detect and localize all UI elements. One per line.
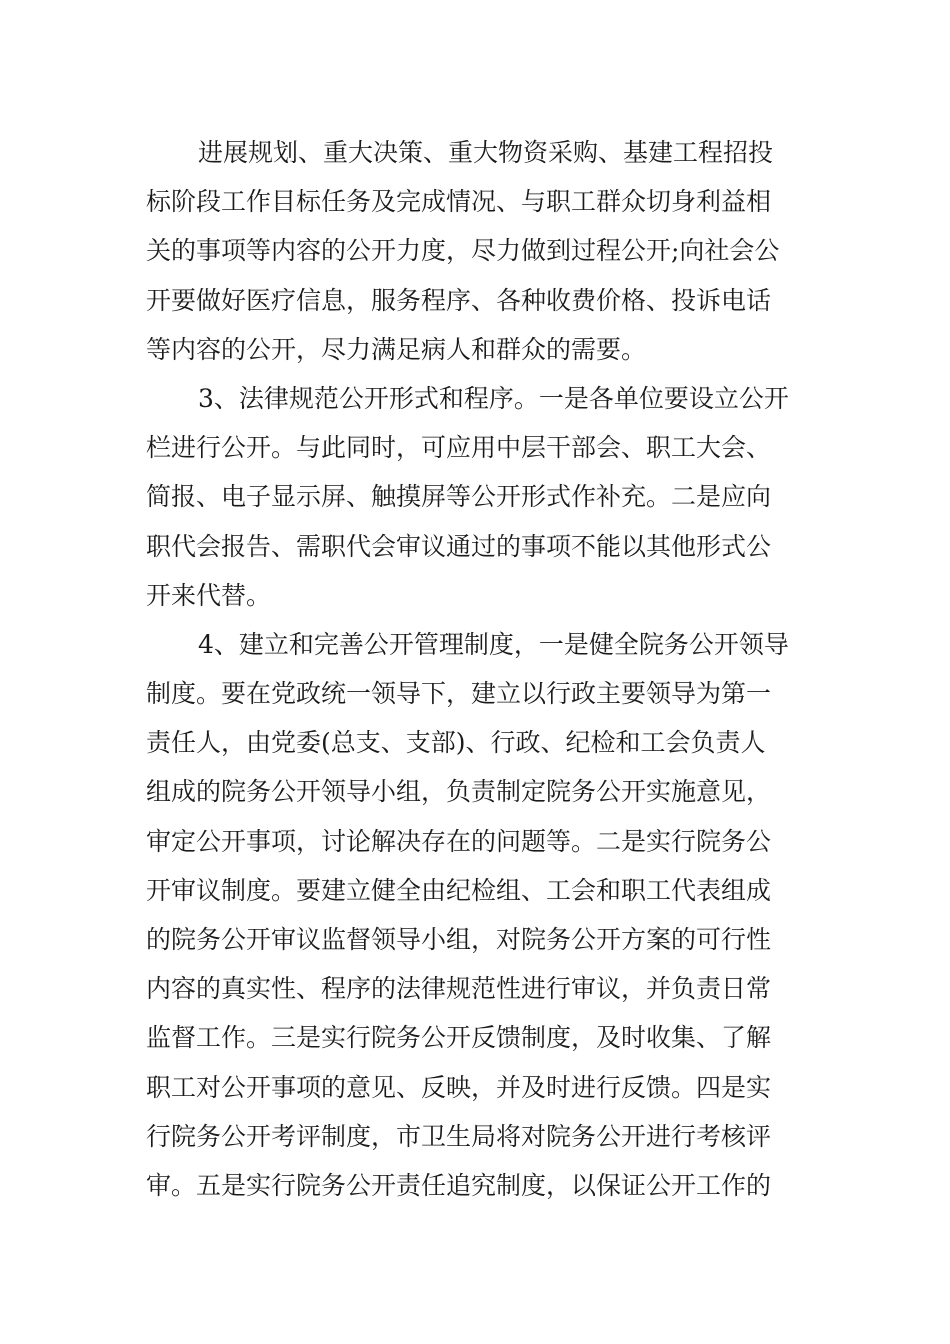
text-line: 栏进行公开。与此同时，可应用中层干部会、职工大会、: [146, 433, 772, 463]
text-line: 的院务公开审议监督领导小组，对院务公开方案的可行性: [146, 925, 772, 954]
text-line: 4、建立和完善公开管理制度，一是健全院务公开领导: [198, 629, 789, 659]
text-line: 等内容的公开，尽力满足病人和群众的需要。: [146, 334, 647, 364]
text-line: 审定公开事项，讨论解决存在的问题等。二是实行院务公: [146, 826, 772, 856]
text-line: 制度。要在党政统一领导下，建立以行政主要领导为第一: [146, 679, 772, 709]
text-line: 简报、电子显示屏、触摸屏等公开形式作补充。二是应向: [146, 482, 772, 512]
body-text: [146, 128, 810, 1210]
text-line: 关的事项等内容的公开力度，尽力做到过程公开;向社会公: [146, 236, 780, 266]
text-line: 监督工作。三是实行院务公开反馈制度，及时收集、了解: [146, 1023, 772, 1053]
paragraph-3: [146, 620, 810, 1210]
text-line: 3、法律规范公开形式和程序。一是各单位要设立公开: [198, 383, 789, 413]
text-line: 标阶段工作目标任务及完成情况、与职工群众切身利益相: [146, 187, 772, 217]
text-line: 开要做好医疗信息，服务程序、各种收费价格、投诉电话: [146, 285, 772, 315]
text-line: 组成的院务公开领导小组，负责制定院务公开实施意见，: [146, 777, 772, 807]
text-line: 内容的真实性、程序的法律规范性进行审议，并负责日常: [146, 974, 772, 1004]
text-line: 行院务公开考评制度，市卫生局将对院务公开进行考核评: [146, 1121, 772, 1151]
text-line: 责任人，由党委(总支、支部)、行政、纪检和工会负责人: [146, 728, 766, 758]
text-line: 职代会报告、需职代会审议通过的事项不能以其他形式公: [146, 531, 772, 561]
text-line: 开来代替。: [146, 580, 272, 610]
paragraph-2: [146, 374, 810, 620]
text-line: 审。五是实行院务公开责任追究制度，以保证公开工作的: [146, 1170, 772, 1200]
paragraph-1: [146, 128, 810, 374]
text-line: 开审议制度。要建立健全由纪检组、工会和职工代表组成: [146, 875, 772, 905]
text-line: 进展规划、重大决策、重大物资采购、基建工程招投: [198, 138, 774, 167]
text-line: 职工对公开事项的意见、反映，并及时进行反馈。四是实: [146, 1072, 772, 1102]
